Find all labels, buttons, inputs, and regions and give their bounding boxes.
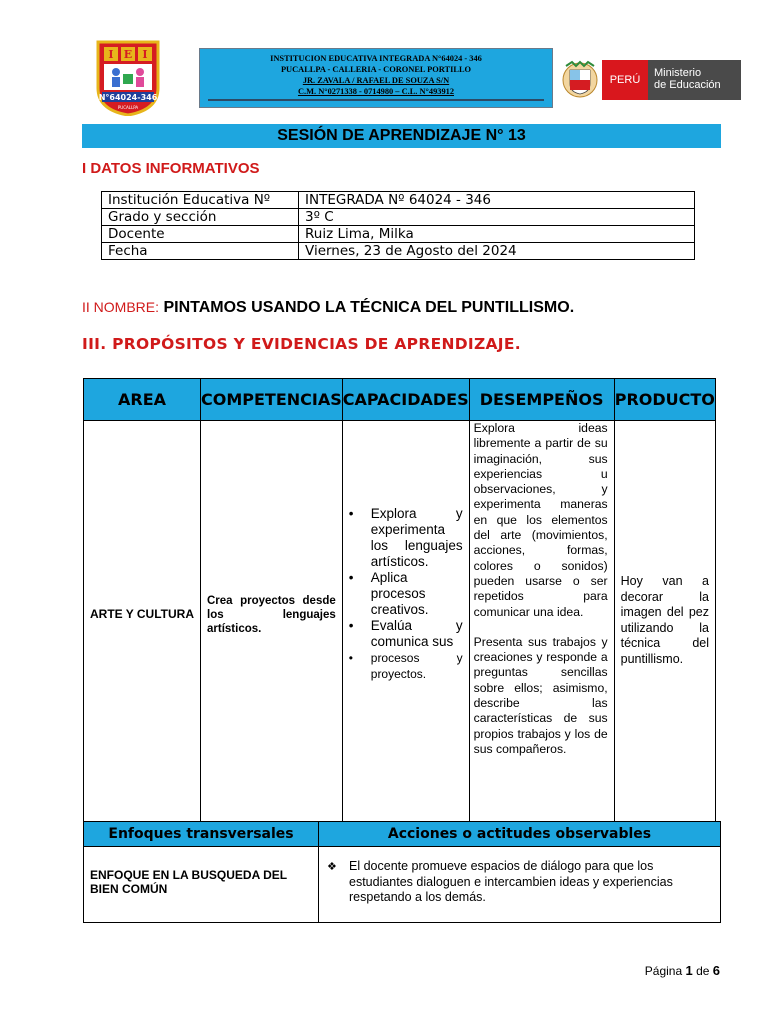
table-row xyxy=(102,243,695,260)
desempeno-paragraph-1: Explora ideas libremente a partir de su imaginación, sus experiencias u observaciones, y experimenta maneras en que los elementos del arte (movimientos, acciones, formas, colores o sonidos) pueden usarse o ser repetidos para comunicar una idea. xyxy=(473,421,608,619)
peru-label: PERÚ xyxy=(602,60,648,100)
table-row xyxy=(102,192,695,209)
header-producto: PRODUCTO xyxy=(614,379,715,421)
school-banner xyxy=(199,48,553,108)
enfoque-cell xyxy=(84,847,319,923)
page-current: 1 xyxy=(685,963,693,978)
session-name xyxy=(82,299,574,317)
table-row xyxy=(102,226,695,243)
info-value: 3º C xyxy=(299,209,695,226)
banner-line-1: INSTITUCION EDUCATIVA INTEGRADA N°64024 - 346 xyxy=(270,54,482,63)
header-desempenos: DESEMPEÑOS xyxy=(469,379,614,421)
header-acciones: Acciones o actitudes observables xyxy=(319,822,721,847)
capacidades-cell xyxy=(342,421,469,826)
table-row xyxy=(102,209,695,226)
page-counter xyxy=(645,963,720,978)
capacidades-list xyxy=(343,506,469,682)
logo-place: PUCALLPA xyxy=(117,105,139,110)
info-label: Grado y sección xyxy=(102,209,299,226)
logo-code: N°64024-346 xyxy=(98,93,158,102)
header-capacidades: CAPACIDADES xyxy=(342,379,469,421)
enfoques-table xyxy=(83,821,721,923)
section-propositos-title: III. PROPÓSITOS Y EVIDENCIAS DE APRENDIZAJE. xyxy=(82,335,521,353)
purposes-table xyxy=(83,378,716,826)
banner-line-3: JR. ZAVALA / RAFAEL DE SOUZA S/N xyxy=(302,76,450,85)
desempenos-cell xyxy=(469,421,614,826)
producto-text: Hoy van a decorar la imagen del pez utilizando la técnica del puntillismo. xyxy=(620,574,709,666)
capacidad-continuation-text: procesos y proyectos. xyxy=(370,651,463,681)
header-enfoques: Enfoques transversales xyxy=(84,822,319,847)
info-label: Institución Educativa Nº xyxy=(102,192,299,209)
logo-letter-1: I xyxy=(108,48,114,61)
info-value: INTEGRADA Nº 64024 - 346 xyxy=(299,192,695,209)
page-total: 6 xyxy=(712,963,720,978)
info-table xyxy=(101,191,695,260)
accion-cell xyxy=(319,847,721,923)
table-header-row xyxy=(84,822,721,847)
ministry-line-2: de Educación xyxy=(654,79,721,91)
producto-cell xyxy=(614,421,715,826)
info-value: Ruiz Lima, Milka xyxy=(299,226,695,243)
ministry-logo xyxy=(602,60,741,100)
page-label: Página xyxy=(644,964,683,978)
table-row xyxy=(84,421,716,826)
table-row xyxy=(84,847,721,923)
section-datos-title: I DATOS INFORMATIVOS xyxy=(82,160,260,177)
info-label: Docente xyxy=(102,226,299,243)
page-sep: de xyxy=(696,964,710,978)
competencia-text: Crea proyectos desde los lenguajes artísticos. xyxy=(207,595,336,635)
school-crest-icon xyxy=(94,40,162,116)
logo-letter-2: E xyxy=(123,48,133,61)
list-item: • Evalúa y comunica sus xyxy=(347,618,463,650)
banner-line-2: PUCALLPA - CALLERIA - CORONEL PORTILLO xyxy=(280,65,472,74)
ministry-name xyxy=(648,60,741,100)
area-text: ARTE Y CULTURA xyxy=(89,607,194,621)
nombre-label: II NOMBRE: xyxy=(82,299,160,315)
desempeno-paragraph-2: Presenta sus trabajos y creaciones y responde a preguntas sencillas sobre ellos; asimismo, describe las características de sus propios trabajos y los de sus compañeros. xyxy=(473,634,608,756)
header-area: AREA xyxy=(84,379,201,421)
accion-text: El docente promueve espacios de diálogo para que los estudiantes dialoguen e intercambien ideas y experiencias respetando a los demás. xyxy=(349,859,673,904)
list-item: • Aplica procesos creativos. xyxy=(347,570,463,618)
logo-letter-3: I xyxy=(142,48,148,61)
header-competencias: COMPETENCIAS xyxy=(201,379,343,421)
competencia-cell xyxy=(201,421,343,826)
list-item-continuation xyxy=(347,650,463,682)
national-shield-icon xyxy=(562,60,598,98)
diamond-bullet-icon: ❖ xyxy=(327,861,337,873)
enfoque-text: ENFOQUE EN LA BUSQUEDA DEL BIEN COMÚN xyxy=(90,868,287,896)
info-label: Fecha xyxy=(102,243,299,260)
session-title: SESIÓN DE APRENDIZAJE N° 13 xyxy=(82,124,721,148)
table-header-row xyxy=(84,379,716,421)
area-cell xyxy=(84,421,201,826)
list-item: • Explora y experimenta los lenguajes artísticos. xyxy=(347,506,463,570)
nombre-value: PINTAMOS USANDO LA TÉCNICA DEL PUNTILLISMO. xyxy=(163,299,575,316)
banner-line-4: C.M. N°0271338 - 0714980 – C.L. N°493912 xyxy=(297,87,455,96)
info-value: Viernes, 23 de Agosto del 2024 xyxy=(299,243,695,260)
ministry-line-1: Ministerio xyxy=(654,67,702,79)
